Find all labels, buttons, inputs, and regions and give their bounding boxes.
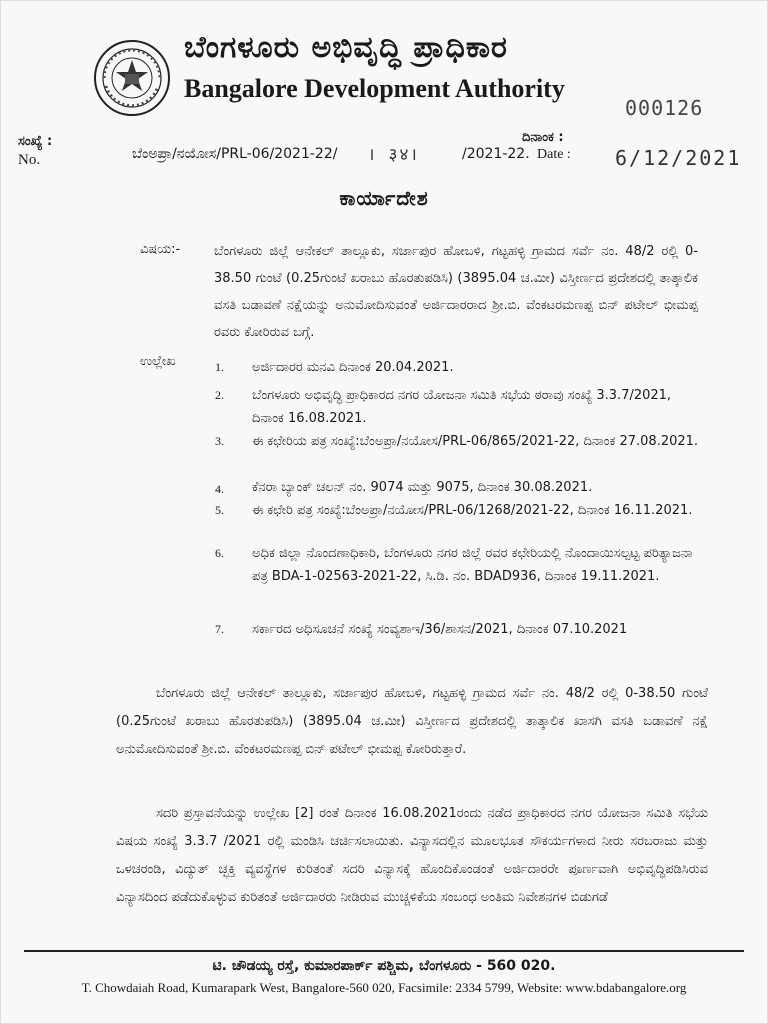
authority-name-english: Bangalore Development Authority xyxy=(184,74,565,103)
reference-number: 3. xyxy=(215,434,224,448)
reference-item: ಬೆಂಗಳೂರು ಅಭಿವೃದ್ಧಿ ಪ್ರಾಧಿಕಾರದ ನಗರ ಯೋಜನಾ ಸಮಿತಿ ಸಭೆಯ ಠರಾವು ಸಂಖ್ಯೆ 3.3.7/2021, ದಿನಾಂಕ 16.08.2021. xyxy=(252,388,672,426)
footer-address-english: T. Chowdaiah Road, Kumarapark West, Bangalore-560 020, Facsimile: 2334 5799, Website: www.bdabangalore.org xyxy=(81,980,687,995)
serial-number: 000126 xyxy=(625,96,704,120)
reference-item: ಅರ್ಜಿದಾರರ ಮನವಿ ದಿನಾಂಕ 20.04.2021. xyxy=(252,360,454,375)
number-label-kannada: ಸಂಖ್ಯೆ : xyxy=(18,134,53,149)
reference-number: 6. xyxy=(215,546,224,560)
reference-handwritten-number: । ३४। xyxy=(368,145,419,165)
reference-number: 7. xyxy=(215,622,224,636)
document-title: ಕಾರ್ಯಾದೇಶ xyxy=(339,186,429,210)
reference-item: ಸರ್ಕಾರದ ಅಧಿಸೂಚನೆ ಸಂಖ್ಯೆ ಸಂವ್ಯಶಾಇ/36/ಶಾಸನ/2021, ದಿನಾಂಕ 07.10.2021 xyxy=(252,622,628,637)
subject-text: ಬೆಂಗಳೂರು ಜಿಲ್ಲೆ ಆನೇಕಲ್ ತಾಲ್ಲೂಕು, ಸರ್ಜಾಪುರ ಹೋಬಳಿ, ಗಟ್ಟಹಳ್ಳಿ ಗ್ರಾಮದ ಸರ್ವೆ ನಂ. 48/2 ರಲ್ಲಿ 0-38.50 ಗುಂಟೆ (0.25ಗುಂಟೆ ಖರಾಬು ಹೊರತುಪಡಿಸಿ) (3895.04 ಚ.ಮೀ) ವಿಸ್ತೀರ್ಣದ ಪ್ರದೇಶದಲ್ಲಿ ತಾತ್ಕಾಲಿಕ ವಸತಿ ಬಡಾವಣೆ ನಕ್ಷೆಯನ್ನು ಅನುಮೋದಿಸುವಂತೆ ಅರ್ಜಿದಾರರಾದ ಶ್ರೀ.ಬಿ. ವೆಂಕಟರಮಣಪ್ಪ ಬಿನ್ ಪಟೇಲ್ ಭೀಮಪ್ಪ ರವರು ಕೋರಿರುವ ಬಗ್ಗೆ. xyxy=(214,244,698,340)
authority-name-kannada: ಬೆಂಗಳೂರು ಅಭಿವೃದ್ಧಿ ಪ್ರಾಧಿಕಾರ xyxy=(184,30,508,65)
reference-number: 1. xyxy=(215,360,224,374)
reference-code: ಬೆಂಅಪ್ರಾ/ನಯೋಸ/PRL-06/2021-22/ xyxy=(132,146,338,162)
reference-number: 5. xyxy=(215,503,224,517)
date-label-kannada: ದಿನಾಂಕ : xyxy=(522,130,564,145)
handwritten-date: 6/12/2021 xyxy=(615,146,742,170)
reference-item: ಈ ಕಛೇರಿ ಪತ್ರ ಸಂಖ್ಯೆ:ಬೆಂಅಪ್ರಾ/ನಯೋಸ/PRL-06/1268/2021-22, ದಿನಾಂಕ 16.11.2021. xyxy=(252,503,693,518)
footer-address-kannada: ಟಿ. ಚೌಡಯ್ಯ ರಸ್ತೆ, ಕುಮಾರಪಾರ್ಕ್ ಪಶ್ಚಿಮ, ಬೆಂಗಳೂರು - 560 020. xyxy=(212,958,556,974)
number-label-english: No. xyxy=(18,152,41,168)
date-label-english: Date : xyxy=(537,147,571,162)
footer-divider xyxy=(24,950,744,952)
body-paragraph-1: ಬೆಂಗಳೂರು ಜಿಲ್ಲೆ ಆನೇಕಲ್ ತಾಲ್ಲೂಕು, ಸರ್ಜಾಪುರ ಹೋಬಳಿ, ಗಟ್ಟಹಳ್ಳಿ ಗ್ರಾಮದ ಸರ್ವೆ ನಂ. 48/2 ರಲ್ಲಿ 0-38.50 ಗುಂಟೆ (0.25ಗುಂಟೆ ಖರಾಬು ಹೊರತುಪಡಿಸಿ) (3895.04 ಚ.ಮೀ) ವಿಸ್ತೀರ್ಣದ ಪ್ರದೇಶದಲ್ಲಿ ತಾತ್ಕಾಲಿಕ ಖಾಸಗಿ ವಸತಿ ಬಡಾವಣೆ ನಕ್ಷೆ ಅನುಮೋದಿಸುವಂತೆ ಶ್ರೀ.ಬಿ. ವೆಂಕಟರಮಣಪ್ಪ ಬಿನ್ ಪಟೇಲ್ ಭೀಮಪ್ಪ ಕೋರಿರುತ್ತಾರೆ. xyxy=(116,686,708,757)
reference-year: /2021-22. xyxy=(462,146,530,162)
subject-label: ವಿಷಯ:- xyxy=(140,242,181,257)
body-paragraph-2: ಸದರಿ ಪ್ರಸ್ತಾವನೆಯನ್ನು ಉಲ್ಲೇಖ [2] ರಂತೆ ದಿನಾಂಕ 16.08.2021ರಂದು ನಡೆದ ಪ್ರಾಧಿಕಾರದ ನಗರ ಯೋಜನಾ ಸಮಿತಿ ಸಭೆಯ ವಿಷಯ ಸಂಖ್ಯೆ 3.3.7 /2021 ರಲ್ಲಿ ಮಂಡಿಸಿ ಚರ್ಚಿಸಲಾಯಿತು. ವಿನ್ಯಾಸದಲ್ಲಿನ ಮೂಲಭೂತ ಸೌಕರ್ಯಗಳಾದ ನೀರು ಸರಬರಾಜು ಮತ್ತು ಒಳಚರಂಡಿ, ವಿದ್ಯುತ್ ಚ್ಛಕ್ತಿ ವ್ಯವಸ್ಥೆಗಳ ಕುರಿತಂತೆ ಸದರಿ ವಿನ್ಯಾಸಕ್ಕೆ ಹೊಂದಿಕೊಂಡಂತೆ ಅರ್ಜಿದಾರರೇ ಪೂರ್ಣವಾಗಿ ಅಭಿವೃದ್ಧಿಪಡಿಸಿರುವ ವಿನ್ಯಾಸದಿಂದ ಪಡೆದುಕೊಳ್ಳುವ ಕುರಿತಂತೆ ಅರ್ಜಿದಾರರು ನೀಡಿರುವ ಮುಚ್ಚಳಿಕೆಯ ಸಂಬಂಧ ಅಂತಿಮ ನಿವೇಶನಗಳ ಬಿಡುಗಡೆ xyxy=(116,806,708,905)
references-label: ಉಲ್ಲೇಖ xyxy=(140,354,176,369)
bda-emblem-icon xyxy=(92,38,172,118)
reference-item: ಈ ಕಛೇರಿಯ ಪತ್ರ ಸಂಖ್ಯೆ:ಬೆಂಅಪ್ರಾ/ನಯೋಸ/PRL-06/865/2021-22, ದಿನಾಂಕ 27.08.2021. xyxy=(252,434,699,449)
reference-number: 2. xyxy=(215,388,224,402)
reference-number: 4. xyxy=(215,482,224,496)
reference-item: ಅಧಿಕ ಜಿಲ್ಲಾ ನೊಂದಣಾಧಿಕಾರಿ, ಬೆಂಗಳೂರು ನಗರ ಜಿಲ್ಲೆ ರವರ ಕಛೇರಿಯಲ್ಲಿ ನೊಂದಾಯಿಸಲ್ಪಟ್ಟ ಪರಿತ್ಯಾಜನಾ ಪತ್ರ BDA-1-02563-2021-22, ಸಿ.ಡಿ. ನಂ. BDAD936, ದಿನಾಂಕ 19.11.2021. xyxy=(252,546,693,584)
reference-item: ಕೆನರಾ ಬ್ಯಾಂಕ್ ಚಲನ್ ನಂ. 9074 ಮತ್ತು 9075, ದಿನಾಂಕ 30.08.2021. xyxy=(252,480,593,495)
